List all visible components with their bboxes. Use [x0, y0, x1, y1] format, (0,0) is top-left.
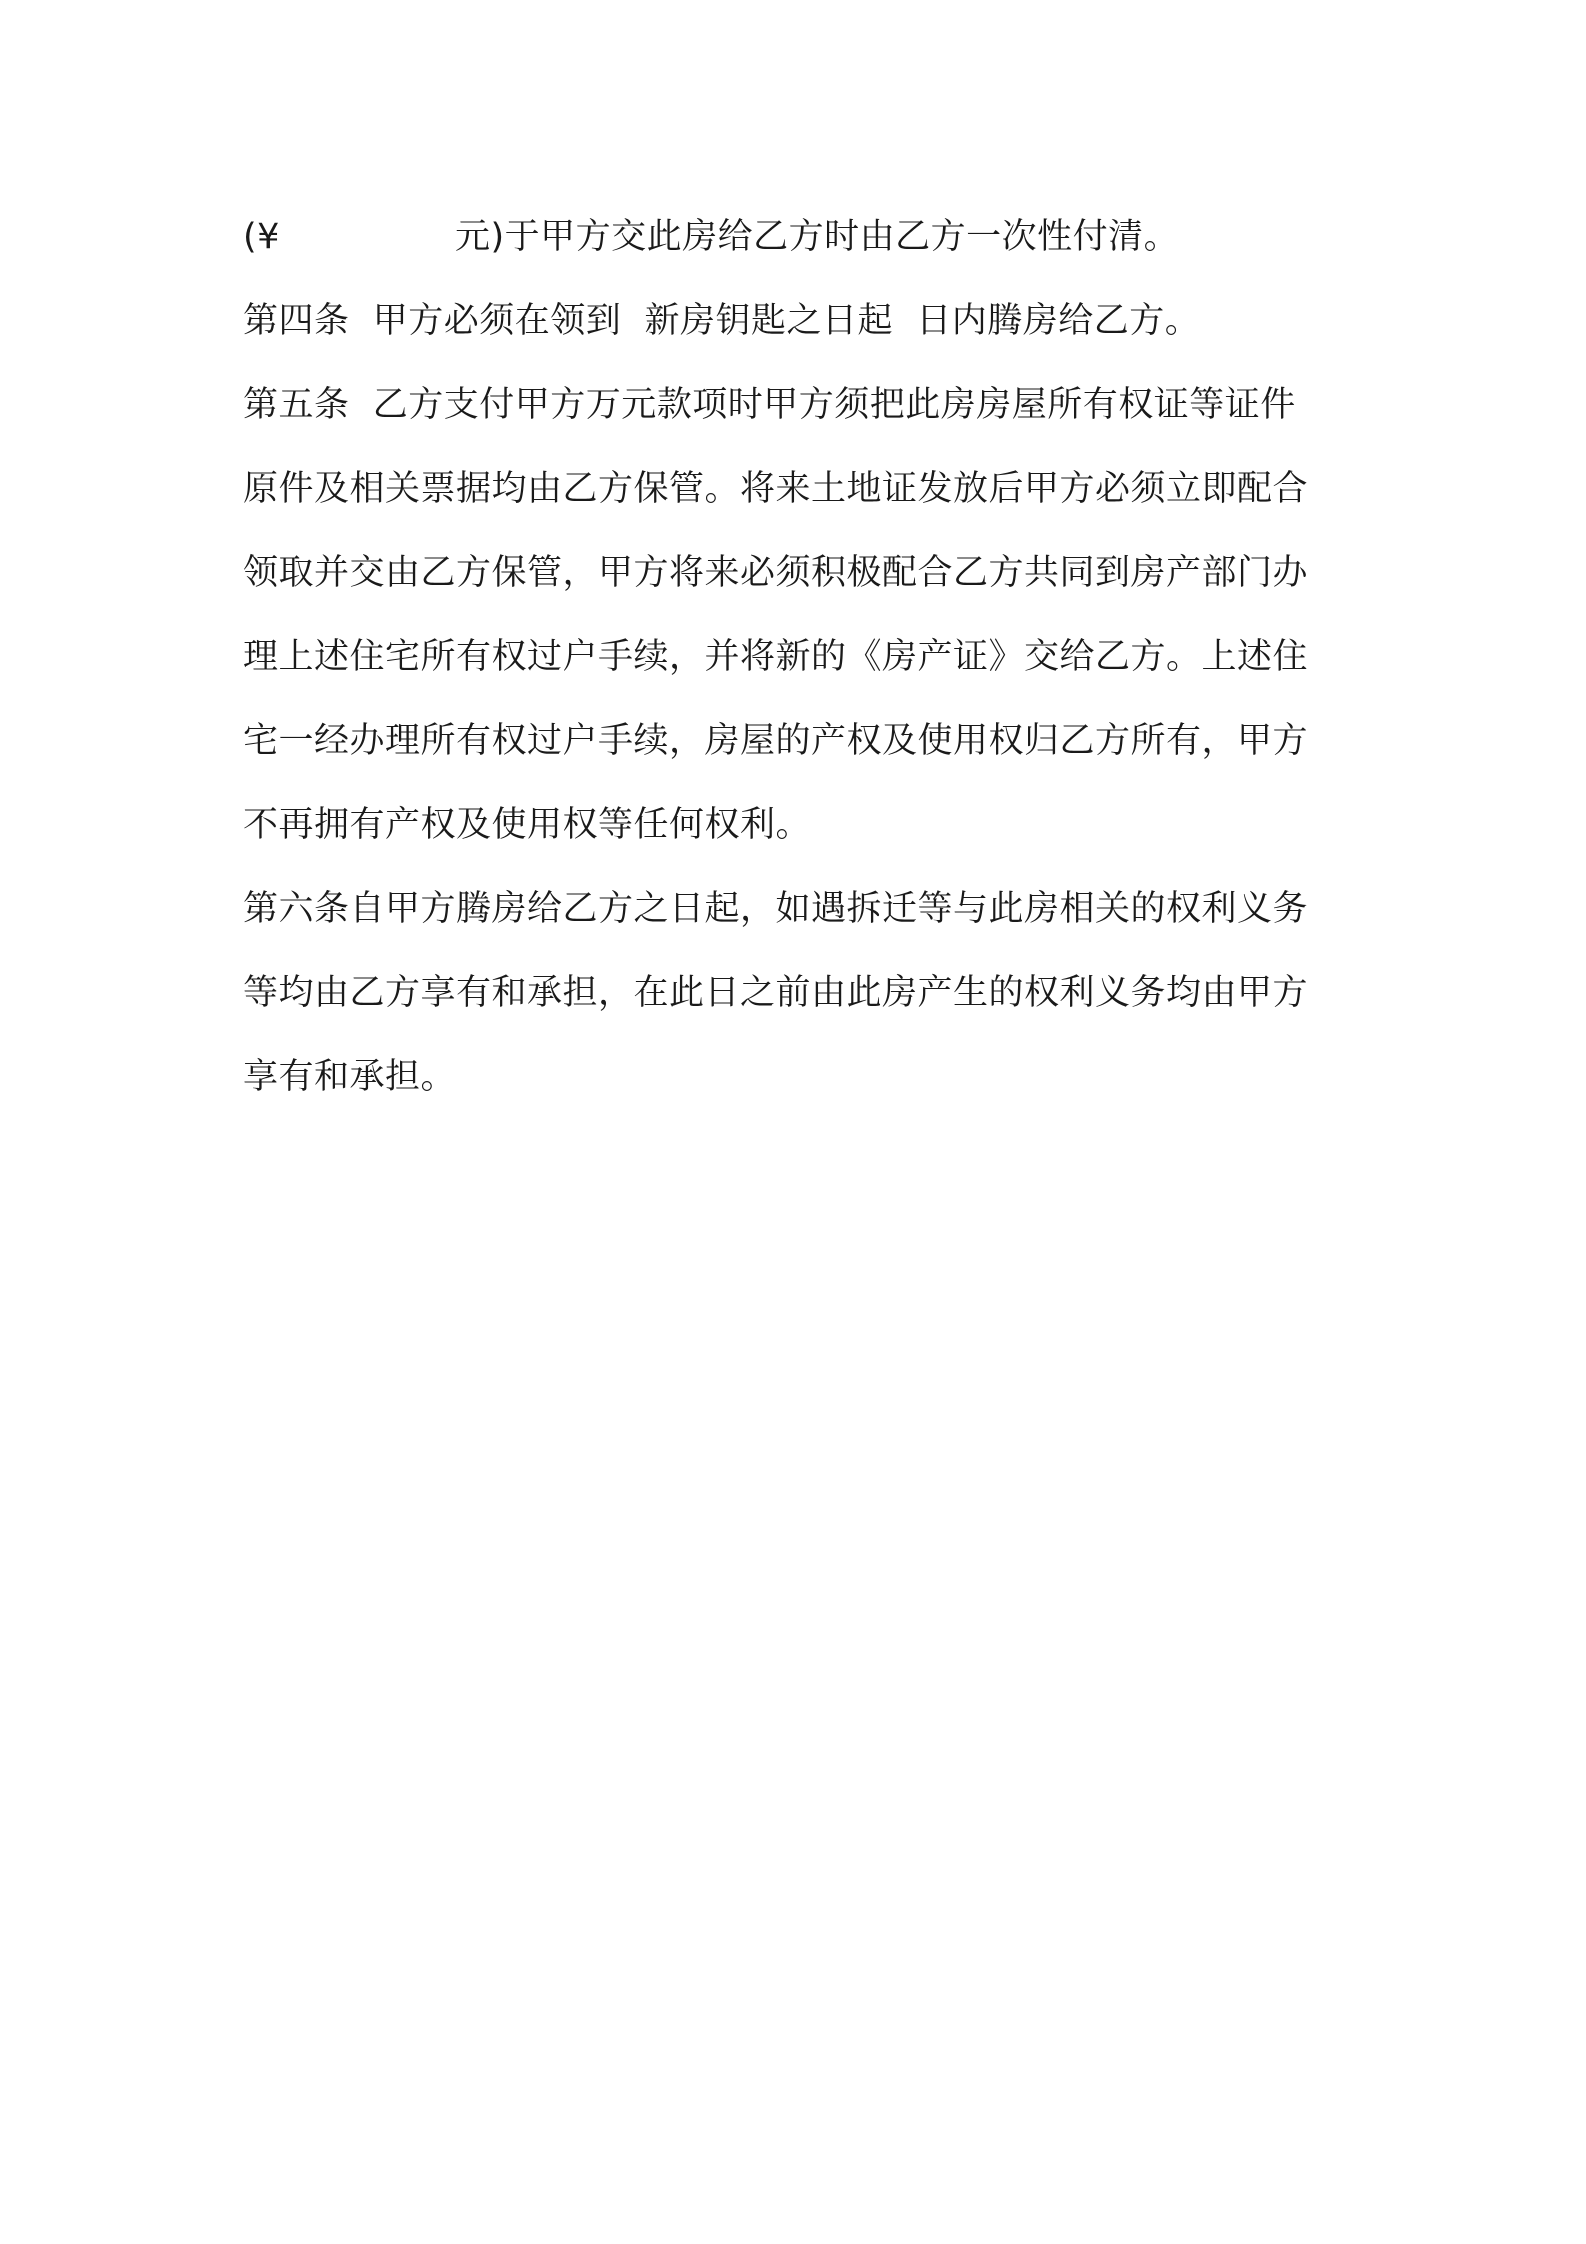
article-6-line-2: [243, 951, 1363, 1035]
article-5-text-6: 不再拥有产权及使用权等任何权利。: [243, 805, 812, 845]
payment-text: 元)于甲方交此房给乙方时由乙方一次性付清。: [454, 217, 1180, 257]
article-6-text-1: 第六条自甲方腾房给乙方之日起，如遇拆迁等与此房相关的权利义务: [243, 889, 1309, 929]
article-5-text-1: 第五条 乙方支付甲方万元款项时甲方须把此房房屋所有权证等证件: [243, 385, 1296, 425]
article-6-text-2: 等均由乙方享有和承担，在此日之前由此房产生的权利义务均由甲方: [243, 973, 1309, 1013]
article-5-line-2: [243, 447, 1363, 531]
article-4-text: 第四条 甲方必须在领到 新房钥匙之日起 日内腾房给乙方。: [243, 301, 1201, 341]
document-body: [243, 195, 1363, 1119]
article-5-line-1: [243, 363, 1363, 447]
article-5-text-3: 领取并交由乙方保管，甲方将来必须积极配合乙方共同到房产部门办: [243, 553, 1309, 593]
article-6-line-3: [243, 1035, 1363, 1119]
article-5-line-4: [243, 615, 1363, 699]
article-5-text-5: 宅一经办理所有权过户手续，房屋的产权及使用权归乙方所有，甲方: [243, 721, 1309, 761]
article-6-line-1: [243, 867, 1363, 951]
article-4-line: [243, 279, 1363, 363]
article-5-line-6: [243, 783, 1363, 867]
paragraph-line-payment: [243, 195, 1363, 279]
article-5-text-2: 原件及相关票据均由乙方保管。将来土地证发放后甲方必须立即配合: [243, 469, 1309, 509]
article-5-line-5: [243, 699, 1363, 783]
currency-prefix: (¥: [243, 217, 280, 257]
article-5-text-4: 理上述住宅所有权过户手续，并将新的《房产证》交给乙方。上述住: [243, 637, 1309, 677]
article-6-text-3: 享有和承担。: [243, 1057, 457, 1097]
article-5-line-3: [243, 531, 1363, 615]
